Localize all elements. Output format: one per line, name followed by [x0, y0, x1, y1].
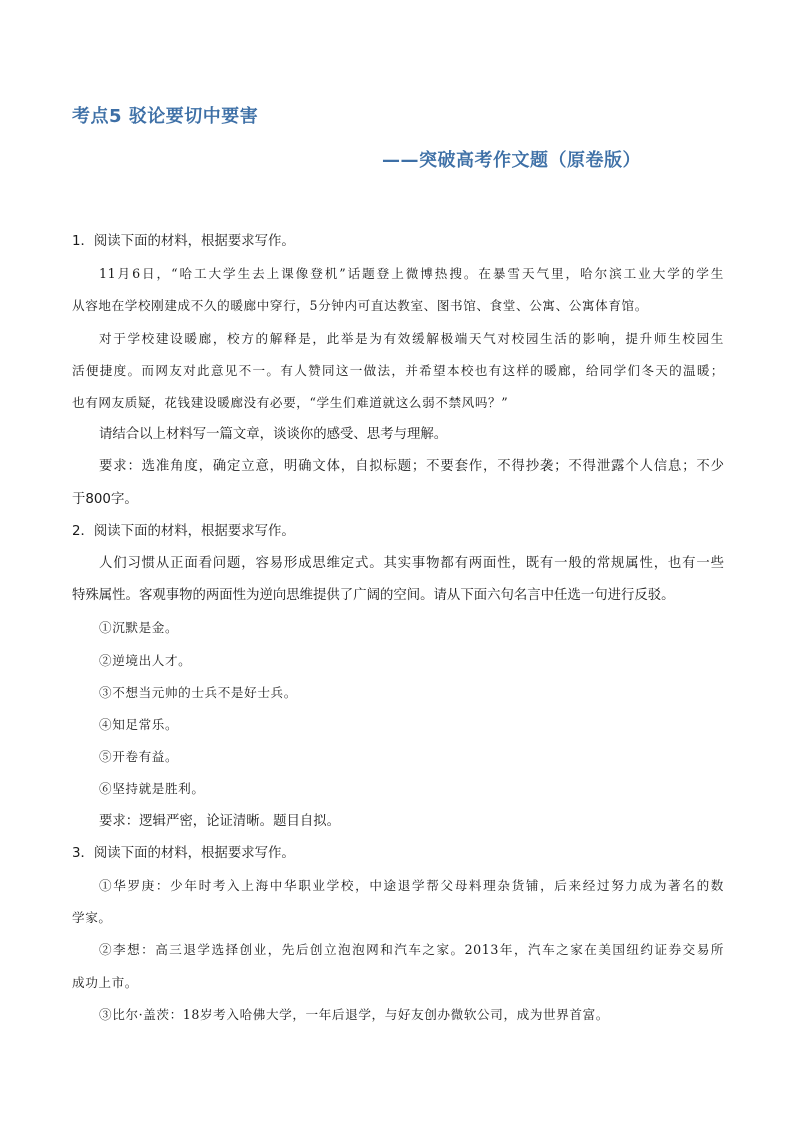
- question-2-quote-item: ④知足常乐。: [99, 717, 179, 733]
- question-3-material-line: ③比尔·盖茨：18岁考入哈佛大学，一年后退学，与好友创办微软公司，成为世界首富。: [99, 1006, 609, 1022]
- question-1-material-line: 从容地在学校刚建成不久的暖廊中穿行，5分钟内可直达教室、图书馆、食堂、公寓、公寓体育馆。: [72, 298, 648, 314]
- question-3-material-line: ②李想：高三退学选择创业，先后创立泡泡网和汽车之家。2013年，汽车之家在美国纽约证券交易所: [99, 942, 724, 958]
- question-1-requirement: 于800字。: [72, 491, 138, 507]
- question-1-heading: 1．阅读下面的材料，根据要求写作。: [72, 234, 295, 249]
- question-1-requirement: 要求：选准角度，确定立意，明确文体，自拟标题；不要套作，不得抄袭；不得泄露个人信息；不少: [99, 459, 724, 475]
- question-2-quote-item: ⑥坚持就是胜利。: [99, 781, 205, 797]
- question-3-heading: 3．阅读下面的材料，根据要求写作。: [72, 845, 295, 861]
- question-2-material-line: 人们习惯从正面看问题，容易形成思维定式。其实事物都有两面性，既有一般的常规属性，也有一些: [99, 556, 724, 572]
- document-body: [72, 226, 724, 1031]
- question-1-material-line: 11月6日，“哈工大学生去上课像登机”话题登上微博热搜。在暴雪天气里，哈尔滨工业大学的学生: [99, 266, 724, 282]
- question-1-task: 请结合以上材料写一篇文章，谈谈你的感受、思考与理解。: [99, 427, 448, 443]
- question-2-quote-item: ③不想当元帅的士兵不是好士兵。: [99, 684, 297, 700]
- question-2-material-line: 特殊属性。客观事物的两面性为逆向思维提供了广阔的空间。请从下面六句名言中任选一句进行反驳。: [72, 588, 675, 604]
- question-1-material-line: 也有网友质疑，花钱建设暖廊没有必要，“学生们难道就这么弱不禁风吗？”: [72, 395, 509, 411]
- question-1-material-line: 对于学校建设暖廊，校方的解释是，此举是为有效缓解极端天气对校园生活的影响，提升师生校园生: [99, 330, 724, 346]
- page-subtitle: ——突破高考作文题（原卷版）: [382, 150, 641, 171]
- question-2-quote-item: ②逆境出人才。: [99, 652, 192, 668]
- question-2-heading: 2．阅读下面的材料，根据要求写作。: [72, 523, 295, 539]
- question-3-material-line: 学家。: [72, 910, 112, 926]
- question-2-quote-item: ⑤开卷有益。: [99, 749, 179, 765]
- question-3-material-line: 成功上市。: [72, 974, 138, 990]
- page-title: 考点5 驳论要切中要害: [72, 106, 259, 127]
- question-1-material-line: 活便捷度。而网友对此意见不一。有人赞同这一做法，并希望本校也有这样的暖廊，给同学们冬天的温暖；: [72, 362, 724, 378]
- question-3-material-line: ①华罗庚：少年时考入上海中华职业学校，中途退学帮父母料理杂货铺，后来经过努力成为著名的数: [99, 878, 724, 894]
- question-2-quote-item: ①沉默是金。: [99, 620, 179, 636]
- question-2-requirement: 要求：逻辑严密，论证清晰。题目自拟。: [99, 813, 341, 829]
